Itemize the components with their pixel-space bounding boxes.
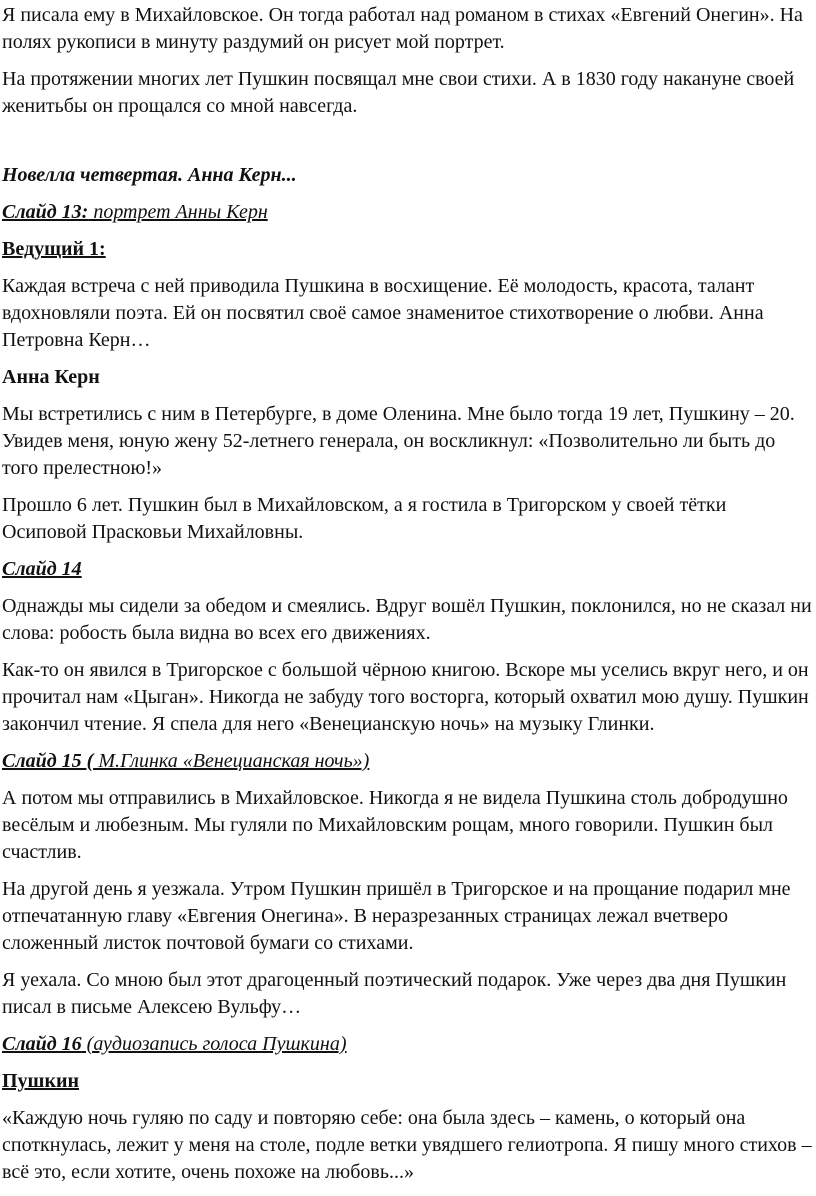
- paragraph-onegin-gift: На другой день я уезжала. Утром Пушкин пришёл в Тригорское и на прощание подарил мне отпечатанную главу «Евгения Онегина». В неразрезанных страницах лежал вчетверо сложенный листок почтовой бумаги со стихами.: [2, 878, 791, 954]
- paragraph-dinner: Однажды мы сидели за обедом и смеялись. Вдруг вошёл Пушкин, поклонился, но не сказал ни слова: робость была видна во всех его движениях.: [2, 595, 812, 644]
- slide-14-heading: Слайд 14: [2, 558, 82, 580]
- slide-13-description: портрет Анны Керн: [88, 201, 268, 223]
- slide-16-label: Слайд 16: [2, 1033, 82, 1055]
- paragraph-six-years-later: Прошло 6 лет. Пушкин был в Михайловском, а я гостила в Тригорском у своей тётки Осиповой Прасковьи Михайловны.: [2, 494, 727, 543]
- speaker-anna-kern: Анна Керн: [2, 366, 100, 388]
- paragraph-pushkin-quote: «Каждую ночь гуляю по саду и повторяю себе: она была здесь – камень, о который она споткнулась, лежит у меня на столе, подле ветки увядшего гелиотропа. Я пишу много стихов – всё это, если хотите, очень похоже на любовь...»: [2, 1107, 812, 1183]
- spacer: [2, 130, 814, 162]
- novella-title: Новелла четвертая. Анна Керн...: [2, 164, 297, 186]
- slide-15-heading: [2, 748, 814, 775]
- slide-16-description: (аудиозапись голоса Пушкина): [81, 1033, 347, 1055]
- paragraph-poems-farewell: На протяжении многих лет Пушкин посвящал мне свои стихи. А в 1830 году накануне своей женитьбы он прощался со мной навсегда.: [2, 68, 795, 117]
- slide-15-label: Слайд 15 (: [2, 750, 94, 772]
- slide-13-label: Слайд 13:: [2, 201, 89, 223]
- document-page: [2, 2, 814, 1196]
- speaker-pushkin: Пушкин: [2, 1070, 80, 1092]
- paragraph-gypsies-reading: Как-то он явился в Тригорское с большой чёрною книгою. Вскоре мы уселись вкруг него, и он прочитал нам «Цыган». Никогда не забуду того восторга, который охватил мою душу. Пушкин закончил чтение. Я спела для него «Венецианскую ночь» на музыку Глинки.: [2, 659, 809, 735]
- slide-15-description: М.Глинка «Венецианская ночь»): [93, 750, 370, 772]
- slide-16-heading: [2, 1031, 814, 1058]
- paragraph-letter-to-vulf: Я уехала. Со мною был этот драгоценный поэтический подарок. Уже через два дня Пушкин писал в письме Алексею Вульфу…: [2, 969, 787, 1018]
- paragraph-mikhailovskoe-walk: А потом мы отправились в Михайловское. Никогда я не видела Пушкина столь добродушно весёлым и любезным. Мы гуляли по Михайловским рощам, много говорили. Пушкин был счастлив.: [2, 787, 788, 863]
- paragraph-petersburg-meeting: Мы встретились с ним в Петербурге, в доме Оленина. Мне было тогда 19 лет, Пушкину – 20. Увидев меня, юную жену 52-летнего генерала, он воскликнул: «Позволительно ли быть до того прелестною!»: [2, 403, 795, 479]
- slide-13-heading: [2, 199, 814, 226]
- paragraph-host-intro: Каждая встреча с ней приводила Пушкина в восхищение. Её молодость, красота, талант вдохновляли поэта. Ей он посвятил своё самое знаменитое стихотворение о любви. Анна Петровна Керн…: [2, 275, 764, 351]
- speaker-host-1: Ведущий 1:: [2, 238, 106, 260]
- paragraph-mikhailovskoe-letter: Я писала ему в Михайловское. Он тогда работал над романом в стихах «Евгений Онегин». На полях рукописи в минуту раздумий он рисует мой портрет.: [2, 4, 803, 53]
